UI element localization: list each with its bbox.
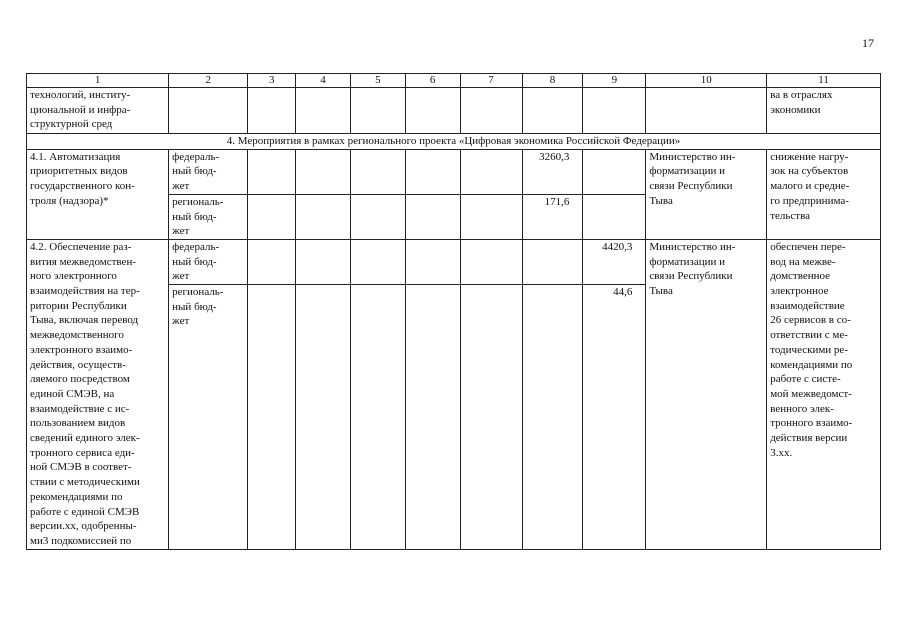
result-cell: ва в отраслях экономики	[767, 88, 881, 134]
section-row	[27, 134, 881, 150]
empty-cell	[248, 149, 296, 194]
empty-cell	[350, 149, 405, 194]
amount-cell	[522, 285, 583, 550]
empty-cell	[296, 88, 351, 134]
measure-title-cell: 4.1. Автоматизация приоритетных видов государственного кон- троля (надзора)*	[27, 149, 169, 239]
column-number: 4	[296, 74, 351, 88]
empty-cell	[522, 88, 583, 134]
funding-source-cell: региональ- ный бюд- жет	[169, 285, 248, 550]
empty-cell	[248, 285, 296, 550]
amount-cell: 4420,3	[583, 239, 646, 284]
empty-cell	[248, 239, 296, 284]
page-number: 17	[862, 36, 874, 50]
empty-cell	[296, 194, 351, 239]
amount-cell	[583, 149, 646, 194]
executor-cell: Министерство ин- форматизации и связи Республики Тыва	[646, 149, 767, 239]
amount-cell	[522, 239, 583, 284]
measure-title-cell: технологий, институ- циональной и инфра- структурной сред	[27, 88, 169, 134]
result-cell: обеспечен пере- вод на межве- домственное электронное взаимодействие 26 сервисов в со- ответствии с ме- тодическими ре- комендациями по работе с систе- мой межведомст- венного элек- тронного взаимо- действия версии 3.хх.	[767, 239, 881, 549]
amount-cell: 171,6	[522, 194, 583, 239]
column-number: 7	[460, 74, 522, 88]
empty-cell	[460, 194, 522, 239]
column-number: 11	[767, 74, 881, 88]
column-number: 1	[27, 74, 169, 88]
empty-cell	[350, 239, 405, 284]
amount-cell: 44,6	[583, 285, 646, 550]
empty-cell	[296, 239, 351, 284]
executor-cell: Министерство ин- форматизации и связи Республики Тыва	[646, 239, 767, 549]
section-title: 4. Мероприятия в рамках регионального проекта «Цифровая экономика Российской Федерации»	[27, 134, 881, 150]
empty-cell	[350, 285, 405, 550]
column-number: 10	[646, 74, 767, 88]
empty-cell	[460, 285, 522, 550]
empty-cell	[405, 194, 460, 239]
empty-cell	[350, 194, 405, 239]
result-cell: снижение нагру- зок на субъектов малого и средне- го предпринима- тельства	[767, 149, 881, 239]
empty-cell	[405, 285, 460, 550]
funding-source-cell: федераль- ный бюд- жет	[169, 149, 248, 194]
column-number: 6	[405, 74, 460, 88]
amount-cell	[583, 194, 646, 239]
continuation-row	[27, 88, 881, 134]
empty-cell	[248, 88, 296, 134]
column-number: 8	[522, 74, 583, 88]
table-row	[27, 149, 881, 194]
empty-cell	[460, 149, 522, 194]
empty-cell	[296, 285, 351, 550]
funding-source-cell: федераль- ный бюд- жет	[169, 239, 248, 284]
column-number: 5	[350, 74, 405, 88]
empty-cell	[405, 239, 460, 284]
empty-cell	[646, 88, 767, 134]
amount-cell: 3260,3	[522, 149, 583, 194]
empty-cell	[460, 239, 522, 284]
column-number: 2	[169, 74, 248, 88]
empty-cell	[248, 194, 296, 239]
measures-table	[26, 73, 881, 550]
empty-cell	[405, 88, 460, 134]
empty-cell	[350, 88, 405, 134]
empty-cell	[460, 88, 522, 134]
funding-source-cell: региональ- ный бюд- жет	[169, 194, 248, 239]
empty-cell	[583, 88, 646, 134]
empty-cell	[405, 149, 460, 194]
table-row	[27, 239, 881, 284]
column-number: 9	[583, 74, 646, 88]
column-number-row	[27, 74, 881, 88]
column-number: 3	[248, 74, 296, 88]
empty-cell	[169, 88, 248, 134]
measure-title-cell: 4.2. Обеспечение раз- вития межведомствен- ного электронного взаимодействия на тер- ритории Республики Тыва, включая перевод межведомственного электронного взаимо- действия, осуществ- ляемого посредством единой СМЭВ, на взаимодействие с ис- пользованием видов сведений единого элек- тронного сервиса еди- ной СМЭВ в соответ- ствии с методическими рекомендациями по работе с единой СМЭВ версии.хх, одобренны- ми3 подкомиссией по	[27, 239, 169, 549]
empty-cell	[296, 149, 351, 194]
